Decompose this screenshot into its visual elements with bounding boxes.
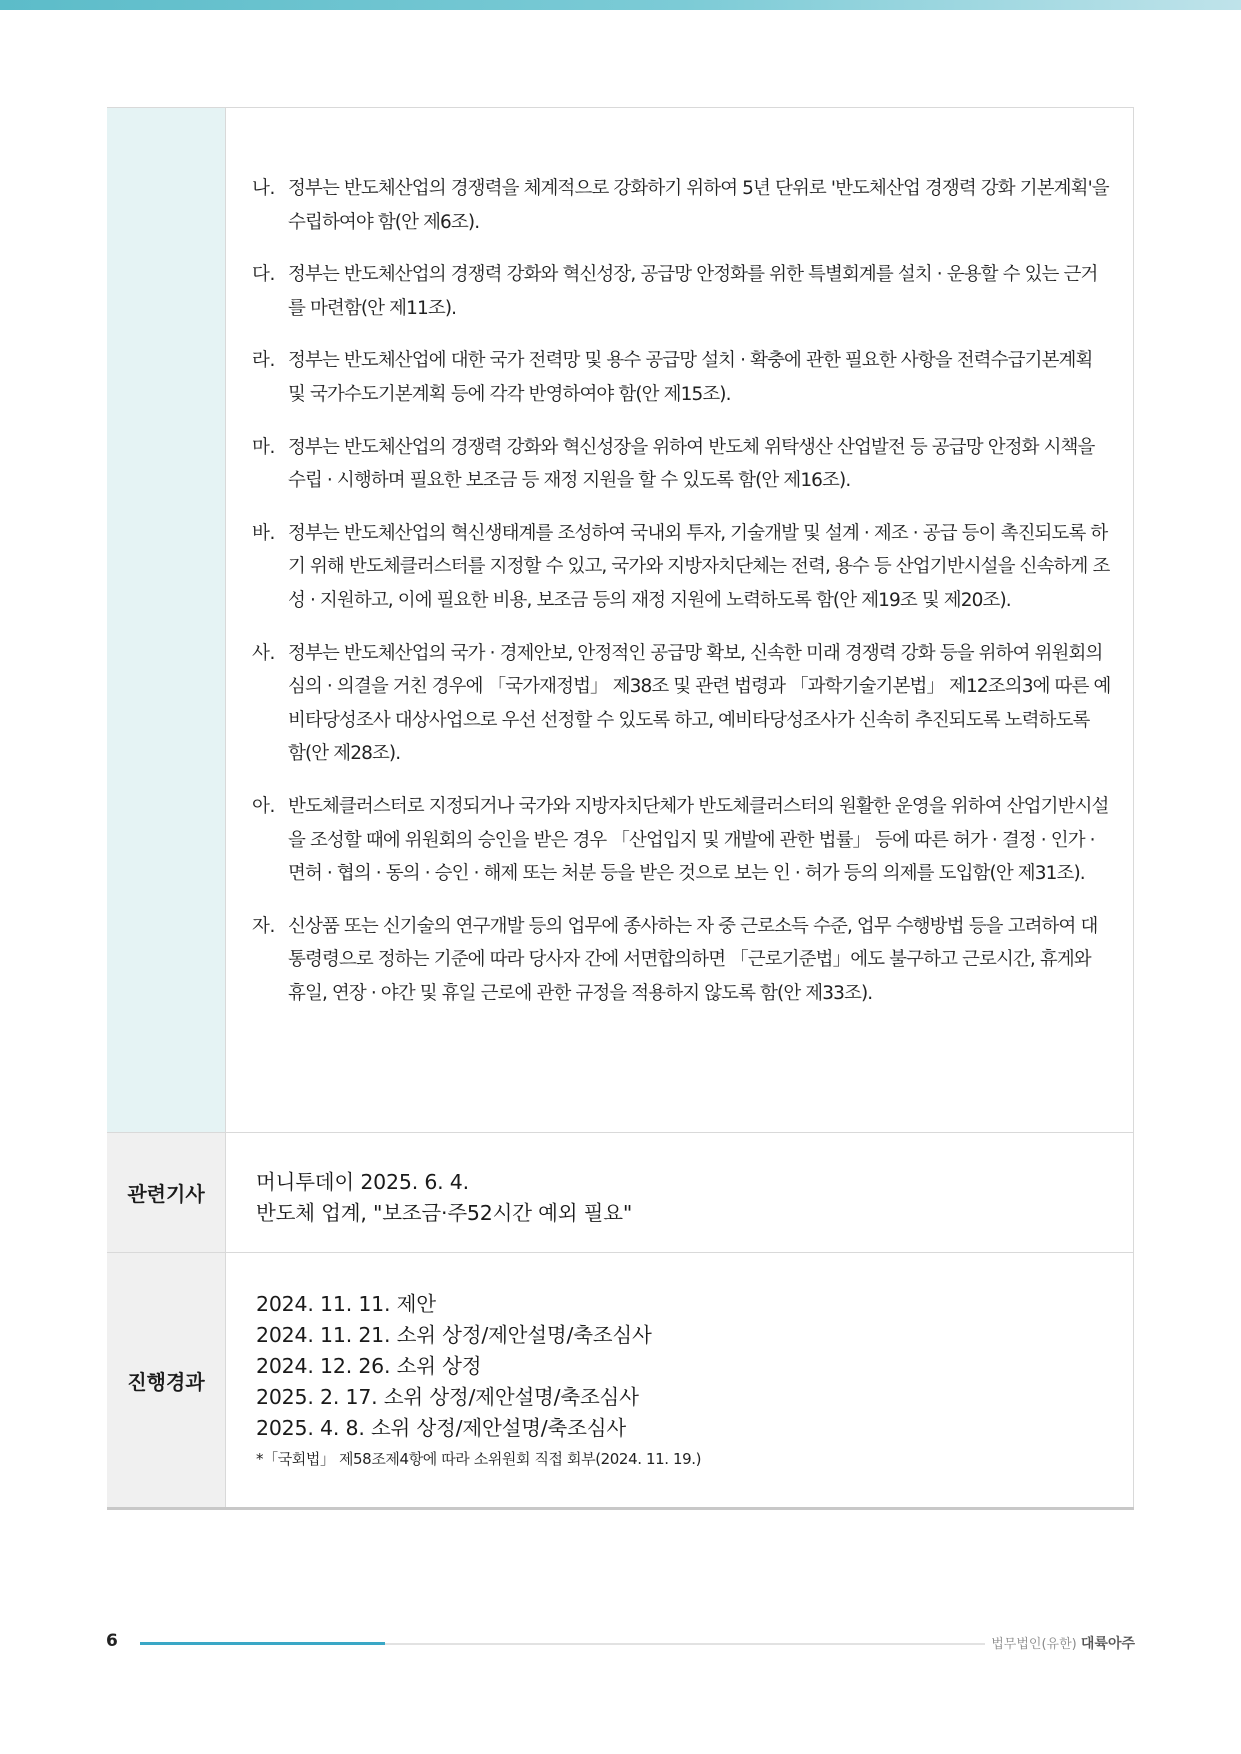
progress-step: 2025. 4. 8. 소위 상정/제안설명/축조심사 xyxy=(256,1416,626,1440)
provision-text: 신상품 또는 신기술의 연구개발 등의 업무에 종사하는 자 중 근로소득 수준, 업무 수행방법 등을 고려하여 대통령령으로 정하는 기준에 따라 당사자 간에 서면합의하면 「근로기준법」에도 불구하고 근로시간, 휴게와 휴일, 연장 · 야간 및 휴일 근로에 관한 규정을 적용하지 않도록 함(안 제33조). xyxy=(288,915,1098,1004)
provision-mark: 마. xyxy=(252,436,275,458)
provision-item xyxy=(252,517,1111,618)
footer-progress-fill xyxy=(140,1642,385,1645)
provision-item xyxy=(252,431,1111,498)
provisions-header-cell xyxy=(107,108,226,1132)
related-article-row xyxy=(107,1133,1134,1253)
provision-item xyxy=(252,258,1111,325)
top-accent-bar xyxy=(0,0,1241,10)
related-article-label: 관련기사 xyxy=(107,1133,226,1252)
provision-text: 정부는 반도체산업의 경쟁력 강화와 혁신성장을 위하여 반도체 위탁생산 산업발전 등 공급망 안정화 시책을 수립 · 시행하며 필요한 보조금 등 재정 지원을 할 수 있도록 함(안 제16조). xyxy=(288,436,1095,492)
firm-brand-name: 대륙아주 xyxy=(1080,1636,1135,1652)
provision-item xyxy=(252,172,1111,239)
article-headline: 반도체 업계, "보조금·주52시간 예외 필요" xyxy=(256,1201,633,1225)
bill-summary-table xyxy=(107,107,1134,1510)
provisions-list xyxy=(226,108,1134,1132)
article-source: 머니투데이 2025. 6. 4. xyxy=(256,1170,469,1194)
progress-step: 2024. 11. 21. 소위 상정/제안설명/축조심사 xyxy=(256,1323,652,1347)
provision-mark: 다. xyxy=(252,264,275,286)
provision-mark: 라. xyxy=(252,350,275,372)
firm-brand-prefix: 법무법인(유한) xyxy=(991,1637,1077,1652)
firm-brand xyxy=(991,1633,1135,1653)
provision-item xyxy=(252,637,1111,771)
provision-item xyxy=(252,790,1111,891)
progress-footnote: *「국회법」 제58조제4항에 따라 소위원회 직접 회부(2024. 11. 19.) xyxy=(256,1450,702,1468)
progress-step: 2024. 11. 11. 제안 xyxy=(256,1292,436,1316)
footer-progress-line xyxy=(140,1643,985,1645)
provision-mark: 바. xyxy=(252,522,275,544)
progress-label: 진행경과 xyxy=(107,1253,226,1507)
provisions-row xyxy=(107,108,1134,1133)
provision-mark: 아. xyxy=(252,795,275,817)
provision-mark: 나. xyxy=(252,178,275,199)
provision-text: 반도체클러스터로 지정되거나 국가와 지방자치단체가 반도체클러스터의 원활한 운영을 위하여 산업기반시설을 조성할 때에 위원회의 승인을 받은 경우 「산업입지 및 개발에 관한 법률」 등에 따른 허가 · 결정 · 인가 · 면허 · 협의 · 동의 · 승인 · 해제 또는 처분 등을 받은 것으로 보는 인 · 허가 등의 의제를 도입함(안 제31조). xyxy=(288,795,1109,885)
progress-content xyxy=(226,1253,1134,1507)
provision-item xyxy=(252,910,1111,1011)
progress-step: 2024. 12. 26. 소위 상정 xyxy=(256,1354,482,1378)
provision-text: 정부는 반도체산업의 혁신생태계를 조성하여 국내외 투자, 기술개발 및 설계 · 제조 · 공급 등이 촉진되도록 하기 위해 반도체클러스터를 지정할 수 있고, 국가와 지방자치단체는 전력, 용수 등 산업기반시설을 신속하게 조성 · 지원하고, 이에 필요한 비용, 보조금 등의 재정 지원에 노력하도록 함(안 제19조 및 제20조). xyxy=(288,522,1110,611)
provision-item xyxy=(252,344,1111,411)
provision-text: 정부는 반도체산업의 경쟁력을 체계적으로 강화하기 위하여 5년 단위로 '반도체산업 경쟁력 강화 기본계획'을 수립하여야 함(안 제6조). xyxy=(288,178,1109,233)
provision-text: 정부는 반도체산업에 대한 국가 전력망 및 용수 공급망 설치 · 확충에 관한 필요한 사항을 전력수급기본계획 및 국가수도기본계획 등에 각각 반영하여야 함(안 제15조). xyxy=(288,350,1093,405)
provision-text: 정부는 반도체산업의 국가 · 경제안보, 안정적인 공급망 확보, 신속한 미래 경쟁력 강화 등을 위하여 위원회의 심의 · 의결을 거친 경우에 「국가재정법」 제38조 및 관련 법령과 「과학기술기본법」 제12조의3에 따른 예비타당성조사 대상사업으로 우선 선정할 수 있도록 하고, 예비타당성조사가 신속히 추진되도록 노력하도록 함(안 제28조). xyxy=(288,642,1111,765)
progress-step: 2025. 2. 17. 소위 상정/제안설명/축조심사 xyxy=(256,1385,639,1409)
progress-row xyxy=(107,1253,1134,1507)
provision-mark: 사. xyxy=(252,642,275,664)
provision-mark: 자. xyxy=(252,915,275,937)
related-article-content xyxy=(226,1133,1134,1252)
page-number: 6 xyxy=(106,1631,118,1651)
provision-text: 정부는 반도체산업의 경쟁력 강화와 혁신성장, 공급망 안정화를 위한 특별회계를 설치 · 운용할 수 있는 근거를 마련함(안 제11조). xyxy=(288,264,1098,319)
